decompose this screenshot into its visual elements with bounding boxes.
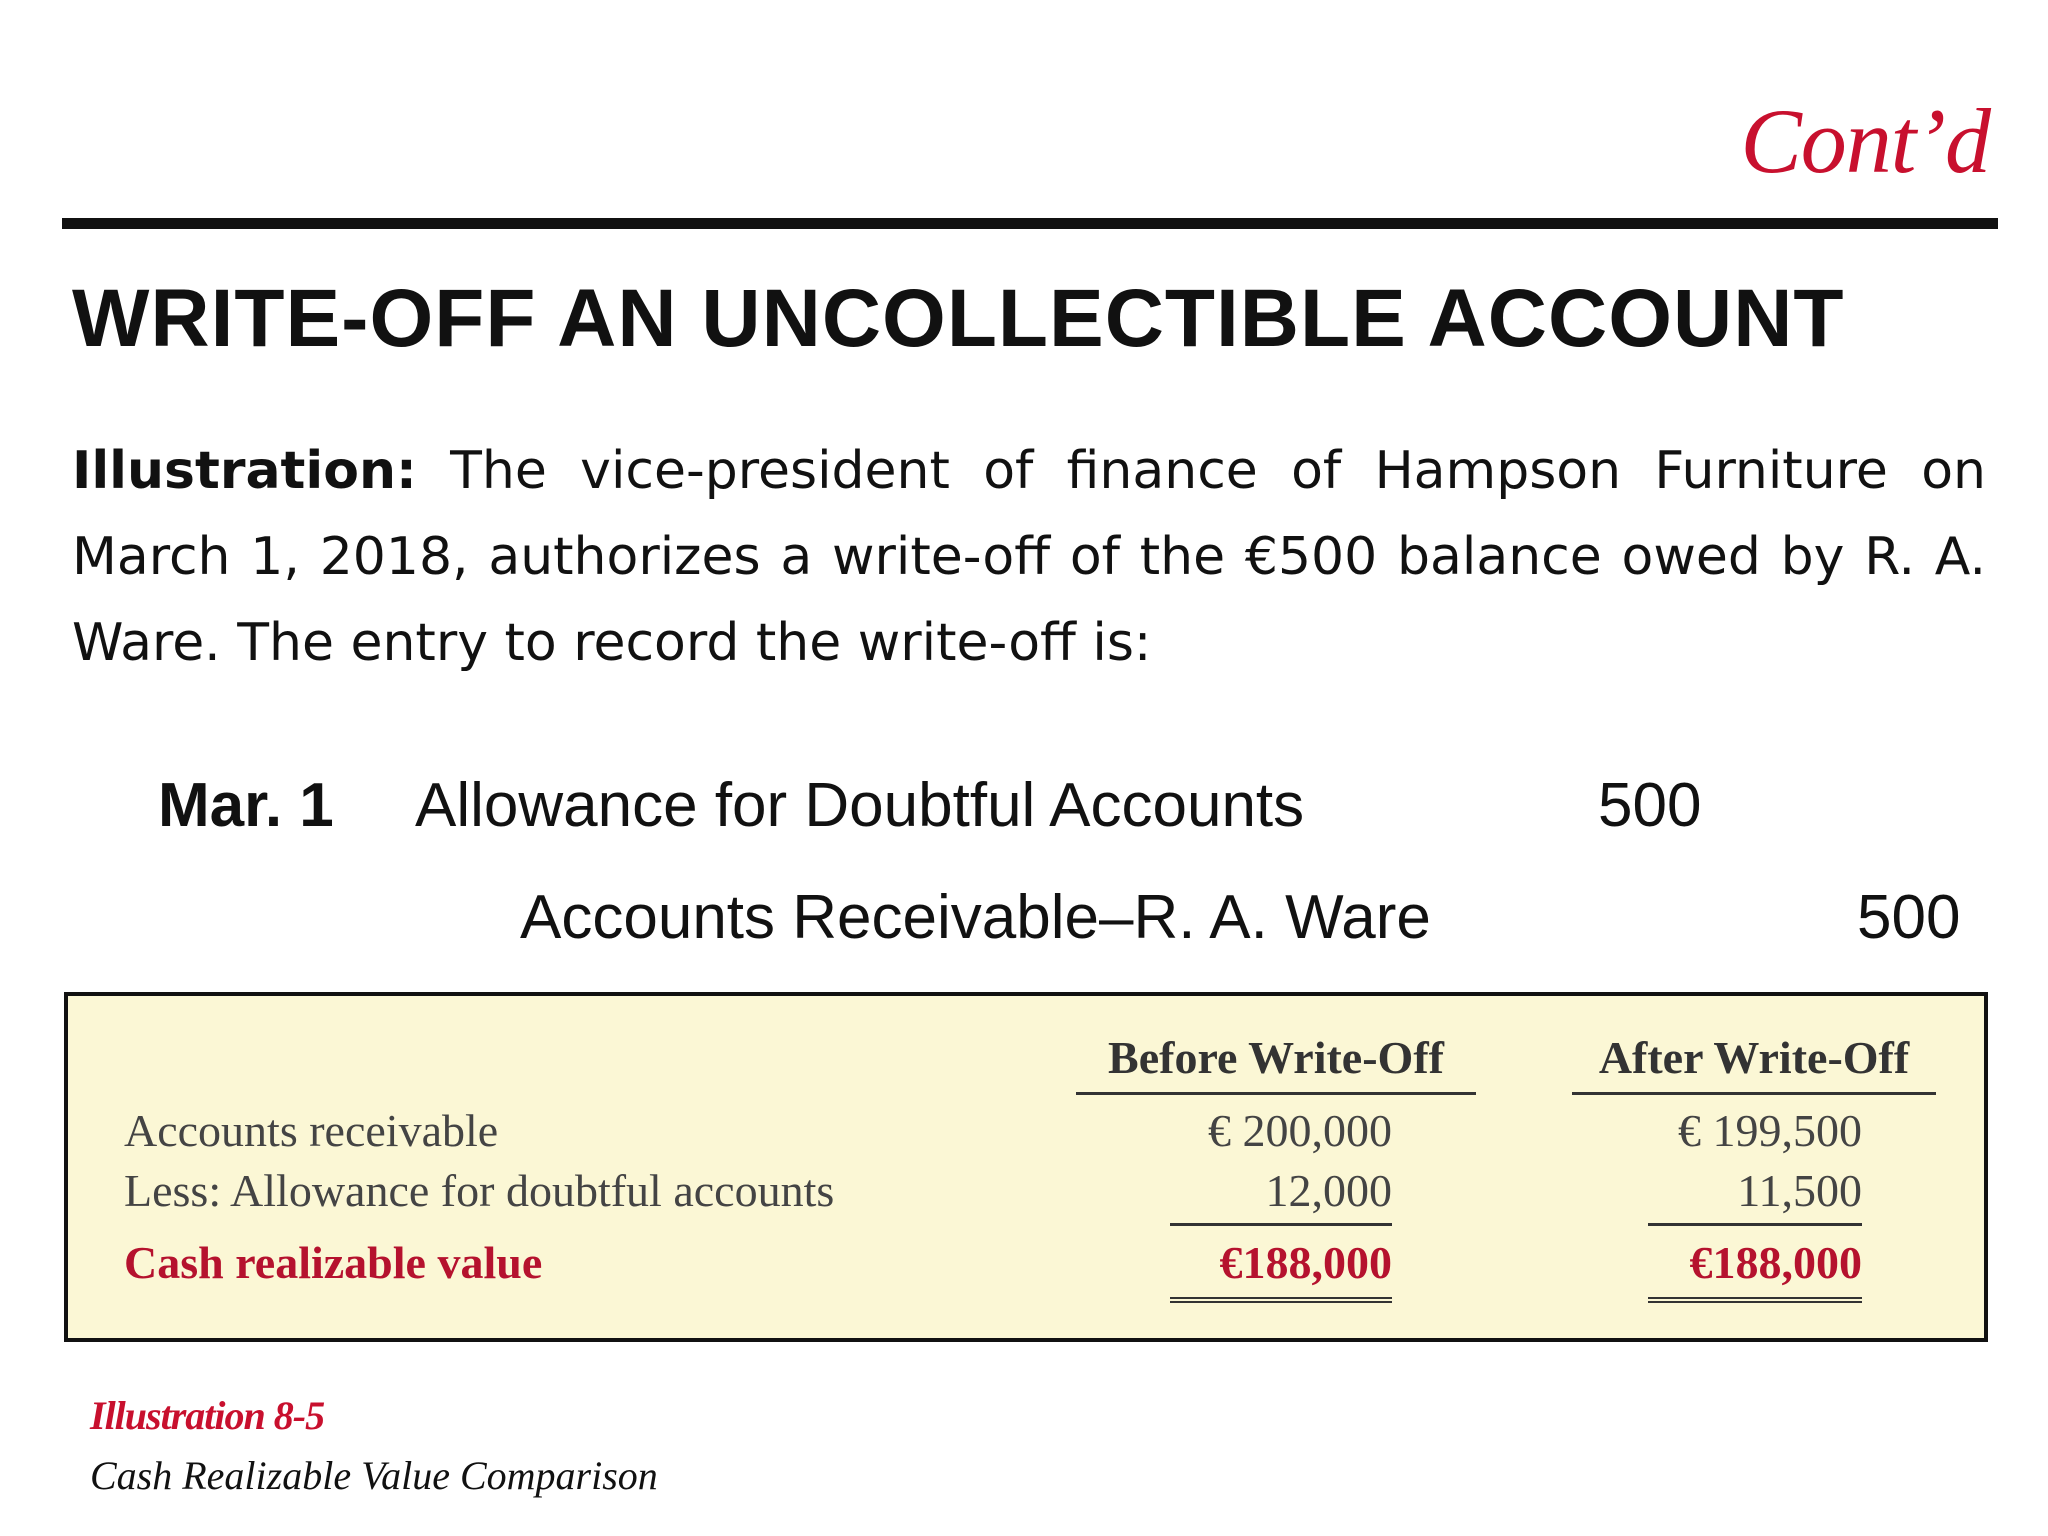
credit-amount: 500 <box>1857 883 1961 952</box>
header-before: Before Write-Off <box>1076 1031 1476 1095</box>
caption-text: Cash Realizable Value Comparison <box>90 1453 658 1498</box>
credit-account: Accounts Receivable–R. A. Ware <box>520 883 1431 952</box>
header-after: After Write-Off <box>1572 1031 1936 1095</box>
value-after-allowance: 11,500 <box>1648 1164 1862 1226</box>
caption-number: Illustration 8-5 <box>90 1393 325 1438</box>
value-before-allowance: 12,000 <box>1170 1164 1392 1226</box>
top-divider <box>62 218 1998 229</box>
entry-date: Mar. 1 <box>158 771 334 840</box>
slide-title: WRITE-OFF AN UNCOLLECTIBLE ACCOUNT <box>72 273 1845 364</box>
debit-amount: 500 <box>1598 771 1702 840</box>
value-after-cash-realizable: €188,000 <box>1648 1236 1862 1303</box>
illustration-paragraph <box>72 428 1986 686</box>
debit-account: Allowance for Doubtful Accounts <box>415 771 1305 840</box>
row-label-cash-realizable: Cash realizable value <box>124 1237 543 1288</box>
value-before-cash-realizable: €188,000 <box>1170 1236 1392 1303</box>
row-label-accounts-receivable: Accounts receivable <box>124 1105 499 1156</box>
contd-label: Cont’d <box>1740 90 1990 192</box>
value-before-accounts-receivable: € 200,000 <box>1208 1105 1392 1156</box>
comparison-table <box>64 992 1988 1342</box>
value-after-accounts-receivable: € 199,500 <box>1678 1105 1862 1156</box>
illustration-text: The vice-president of finance of Hampson Furniture on March 1, 2018, authorizes a write-off of the €500 balance owed by R. A. Ware. The entry to record the write-off is: <box>72 441 1986 673</box>
row-label-allowance: Less: Allowance for doubtful accounts <box>124 1165 835 1216</box>
illustration-lead: Illustration: <box>72 441 417 501</box>
